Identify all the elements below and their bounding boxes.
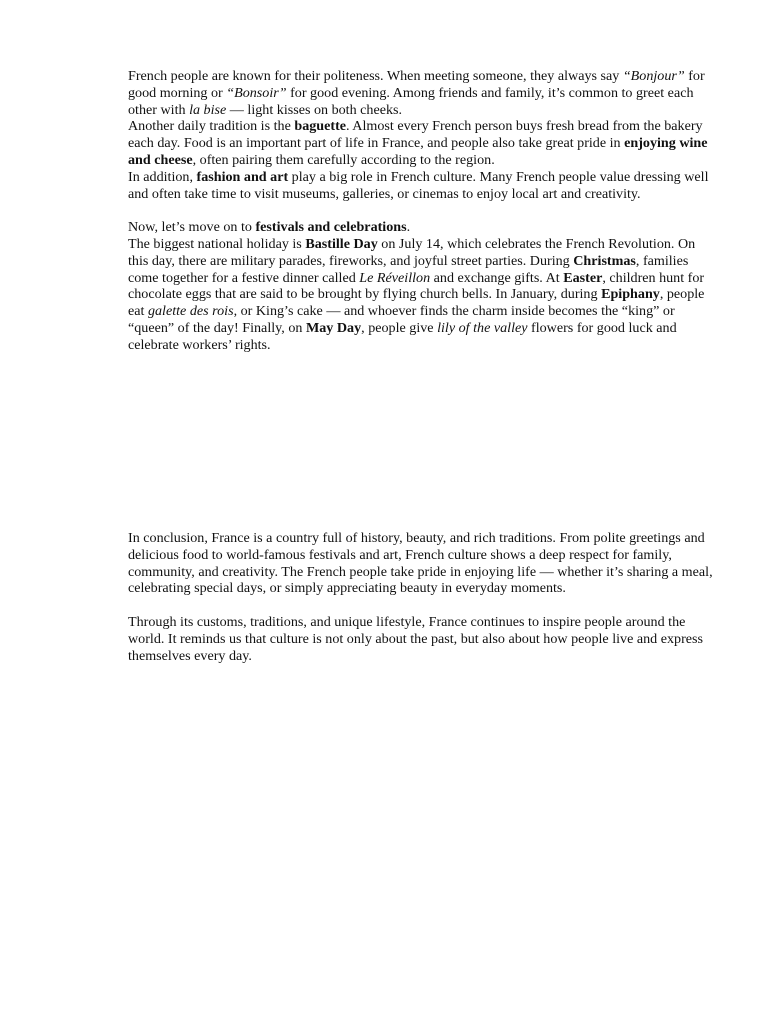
bold-text: Christmas	[573, 252, 636, 269]
italic-text: la bise	[189, 101, 227, 118]
paragraph	[128, 236, 718, 354]
text-run: for good morning or	[128, 68, 705, 101]
paragraph	[128, 118, 718, 168]
italic-text: Le Réveillon	[359, 269, 431, 286]
bold-text: Easter	[563, 269, 603, 286]
italic-text: “Bonjour”	[622, 68, 685, 84]
text-run: .	[406, 219, 411, 236]
bold-text: baguette	[294, 118, 347, 135]
bold-text: fashion and art	[196, 168, 289, 185]
bold-text: enjoying wine and cheese	[128, 135, 708, 168]
text-run: Another daily tradition is the	[128, 118, 295, 135]
paragraph	[128, 68, 718, 118]
bold-text: Bastille Day	[305, 235, 378, 252]
bold-text: Epiphany	[601, 286, 660, 303]
paragraph-spacer	[128, 597, 718, 614]
text-run: , children hunt for chocolate eggs that are said to be brought by flying church bells. In January, during	[128, 269, 705, 303]
text-block-conclusion	[128, 530, 718, 664]
text-run: , families come together for a festive dinner called	[128, 252, 689, 286]
paragraph	[128, 614, 718, 664]
text-run: flowers for good luck and celebrate workers’ rights.	[128, 319, 677, 353]
paragraph	[128, 169, 718, 203]
text-run: and exchange gifts. At	[430, 269, 564, 286]
text-run: play a big role in French culture. Many French people value dressing well and often take time to visit museums, galleries, or cinemas to enjoy local art and creativity.	[128, 168, 709, 202]
text-run: In conclusion, France is a country full of history, beauty, and rich traditions. From polite greetings and delicious food to world-famous festivals and art, French culture shows a deep respect for family, community, and creativity. The French people take pride in enjoying life — whether it’s sharing a meal, celebrating special days, or simply appreciating beauty in everyday moments.	[128, 530, 713, 597]
text-run: , or King’s cake — and whoever finds the charm inside becomes the “king” or “queen” of the day! Finally, on	[128, 303, 675, 336]
text-run: In addition,	[128, 168, 197, 185]
text-run: The biggest national holiday is	[128, 235, 306, 252]
text-run: French people are known for their politeness. When meeting someone, they always say	[128, 68, 623, 84]
text-run: , people eat	[128, 286, 705, 320]
text-run: , often pairing them carefully according to the region.	[192, 151, 495, 168]
text-run: Now, let’s move on to	[128, 219, 256, 236]
text-run: for good evening. Among friends and family, it’s common to greet each other with	[128, 84, 694, 118]
text-run: . Almost every French person buys fresh bread from the bakery each day. Food is an important part of life in France, and people also take great pride in	[128, 118, 703, 152]
bold-text: May Day	[305, 319, 362, 336]
text-run: Through its customs, traditions, and unique lifestyle, France continues to inspire people around the world. It reminds us that culture is not only about the past, but also about how people live and express themselves every day.	[128, 613, 703, 664]
italic-text: “Bonsoir”	[226, 84, 287, 101]
italic-text: lily of the valley	[437, 319, 528, 336]
italic-text: galette des rois	[147, 303, 234, 320]
paragraph	[128, 219, 718, 236]
paragraph-spacer	[128, 202, 718, 219]
text-block-traditions	[128, 68, 718, 354]
text-run: — light kisses on both cheeks.	[226, 101, 403, 118]
bold-text: festivals and celebrations	[255, 219, 407, 236]
text-run: , people give	[361, 319, 438, 336]
paragraph	[128, 530, 718, 597]
text-run: on July 14, which celebrates the French Revolution. On this day, there are military parades, fireworks, and joyful street parties. During	[128, 235, 696, 269]
